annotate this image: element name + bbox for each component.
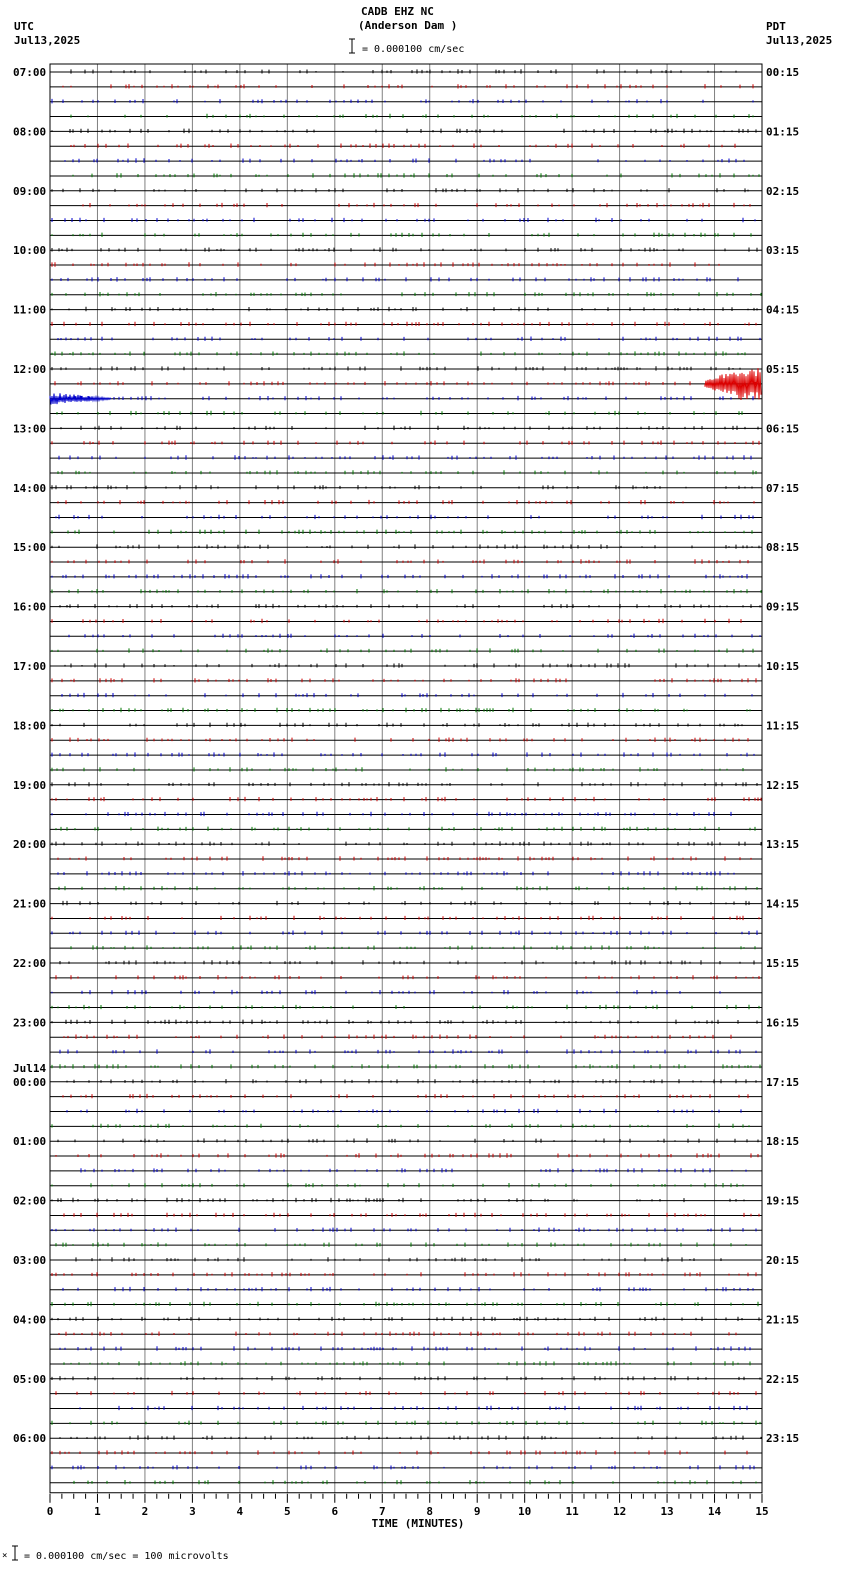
trace-noise — [71, 945, 755, 949]
trace-noise — [55, 381, 755, 385]
trace-noise — [52, 1064, 760, 1068]
pdt-hour-label: 22:15 — [766, 1372, 800, 1386]
pdt-hour-label: 20:15 — [766, 1254, 800, 1267]
utc-hour-label: 20:00 — [13, 838, 47, 852]
utc-hour-label: 23:00 — [13, 1016, 47, 1030]
trace-noise — [63, 1287, 753, 1292]
x-tick-label: 4 — [236, 1504, 244, 1518]
trace-noise — [63, 84, 753, 88]
right-timezone: PDT — [766, 20, 786, 33]
trace-noise — [60, 960, 754, 964]
x-tick-label: 15 — [755, 1504, 769, 1518]
trace-noise — [73, 173, 759, 177]
utc-hour-label: 08:00 — [13, 125, 47, 139]
utc-hour-label: 18:00 — [13, 719, 47, 733]
x-tick-label: 10 — [518, 1504, 532, 1518]
pdt-hour-label: 12:15 — [766, 778, 800, 792]
trace-noise — [60, 1049, 756, 1053]
utc-hour-label: 01:00 — [13, 1135, 47, 1149]
trace-noise — [56, 1153, 758, 1157]
event-signal — [50, 393, 111, 404]
trace-noise — [52, 292, 761, 296]
trace-noise — [52, 559, 748, 563]
x-tick-label: 9 — [473, 1504, 481, 1518]
utc-hour-label: 00:00 — [13, 1075, 47, 1089]
utc-hour-label: 04:00 — [13, 1313, 47, 1327]
trace-noise — [52, 188, 748, 192]
trace-noise — [52, 396, 753, 401]
pdt-hour-label: 03:15 — [766, 244, 800, 258]
trace-noise — [60, 604, 760, 608]
utc-hour-label: 22:00 — [13, 957, 47, 970]
utc-hour-label: 02:00 — [13, 1194, 47, 1208]
trace-noise — [52, 262, 719, 266]
trace-noise — [58, 871, 734, 876]
pdt-hour-label: 21:15 — [766, 1313, 800, 1327]
utc-hour-label: 16:00 — [13, 600, 47, 614]
pdt-hour-label: 13:15 — [766, 838, 800, 852]
utc-hour-label: 09:00 — [13, 184, 47, 198]
x-tick-label: 0 — [46, 1504, 54, 1518]
trace-noise — [52, 1450, 747, 1454]
trace-noise — [52, 530, 752, 534]
trace-noise — [52, 441, 759, 445]
pdt-hour-label: 04:15 — [766, 303, 800, 317]
trace-noise — [52, 247, 757, 252]
trace-noise — [52, 574, 747, 579]
utc-hour-label: 03:00 — [13, 1254, 47, 1267]
trace-noise — [52, 544, 759, 549]
trace-noise — [52, 277, 738, 282]
trace-noise — [62, 693, 752, 698]
x-tick-label: 13 — [660, 1504, 674, 1518]
trace-noise — [52, 99, 753, 104]
station-location: (Anderson Dam ) — [358, 19, 458, 32]
pdt-hour-label: 11:15 — [766, 719, 800, 733]
trace-noise — [61, 426, 758, 431]
utc-hour-label: 17:00 — [13, 660, 47, 673]
trace-noise — [64, 1213, 759, 1217]
trace-noise — [52, 931, 757, 936]
trace-noise — [52, 1228, 756, 1233]
trace-noise — [56, 515, 753, 520]
trace-noise — [52, 841, 761, 846]
trace-noise — [71, 144, 735, 148]
trace-noise — [59, 1332, 736, 1336]
trace-noise — [58, 1138, 758, 1143]
utc-hour-label: 10:00 — [13, 244, 47, 258]
trace-noise — [56, 827, 755, 831]
x-tick-label: 1 — [94, 1504, 101, 1518]
trace-noise — [52, 129, 756, 134]
trace-noise — [52, 485, 752, 489]
trace-noise — [52, 1124, 749, 1128]
trace-noise — [58, 500, 754, 504]
trace-noise — [65, 158, 744, 163]
trace-noise — [64, 1361, 750, 1365]
trace-noise — [52, 1376, 760, 1381]
pdt-hour-label: 01:15 — [766, 125, 800, 139]
trace-noise — [52, 322, 756, 326]
x-tick-label: 7 — [378, 1504, 386, 1518]
pdt-hour-label: 10:15 — [766, 660, 800, 673]
pdt-hour-label: 00:15 — [766, 66, 800, 79]
trace-noise — [74, 1480, 756, 1484]
trace-noise — [59, 886, 757, 890]
trace-noise — [63, 1094, 748, 1098]
trace-noise — [52, 1020, 757, 1025]
utc-hour-label: 12:00 — [13, 363, 47, 376]
utc-hour-label: 07:00 — [13, 66, 47, 79]
date-change-label: Jul14 — [13, 1061, 47, 1075]
utc-hour-label: 13:00 — [13, 422, 47, 436]
trace-noise — [52, 351, 745, 355]
pdt-hour-label: 02:15 — [766, 184, 800, 198]
trace-noise — [52, 307, 757, 312]
pdt-hour-label: 05:15 — [766, 363, 800, 376]
trace-noise — [52, 1465, 754, 1469]
trace-noise — [52, 1183, 743, 1187]
trace-noise — [52, 782, 757, 786]
trace-noise — [52, 738, 748, 742]
trace-noise — [52, 797, 761, 801]
event-signal — [705, 368, 761, 400]
x-tick-label: 5 — [284, 1504, 291, 1518]
trace-noise — [52, 589, 761, 593]
trace-noise — [52, 366, 740, 371]
trace-noise — [52, 1198, 744, 1203]
trace-noise — [81, 1168, 746, 1173]
utc-hour-label: 19:00 — [13, 778, 47, 792]
pdt-hour-label: 18:15 — [766, 1135, 800, 1149]
pdt-hour-label: 06:15 — [766, 422, 800, 436]
trace-noise — [52, 1272, 756, 1276]
trace-noise — [67, 1079, 756, 1084]
x-axis-label: TIME (MINUTES) — [371, 1516, 465, 1530]
pdt-hour-label: 14:15 — [766, 897, 800, 911]
pdt-hour-label: 15:15 — [766, 957, 800, 970]
pdt-hour-label: 08:15 — [766, 541, 800, 555]
trace-noise — [67, 1109, 741, 1113]
trace-noise — [52, 723, 742, 728]
pdt-hour-label: 23:15 — [766, 1432, 800, 1446]
trace-noise — [63, 901, 749, 905]
trace-noise — [64, 1035, 731, 1039]
x-tick-label: 12 — [612, 1504, 627, 1518]
trace-noise — [65, 663, 759, 668]
left-date: Jul13,2025 — [14, 34, 81, 47]
pdt-hour-label: 16:15 — [766, 1016, 800, 1030]
trace-noise — [52, 752, 754, 756]
x-tick-label: 14 — [707, 1504, 722, 1518]
right-date: Jul13,2025 — [766, 34, 833, 47]
trace-noise — [59, 455, 751, 460]
trace-noise — [83, 203, 750, 207]
trace-noise — [52, 233, 751, 237]
footer-marker-icon: × — [2, 1551, 8, 1561]
trace-noise — [71, 69, 736, 74]
footer-scale-bar-icon — [12, 1545, 18, 1561]
utc-hour-label: 14:00 — [13, 481, 47, 495]
trace-noise — [76, 1257, 721, 1262]
trace-noise — [52, 218, 755, 223]
utc-hour-label: 21:00 — [13, 897, 47, 911]
footer-scale-text: = 0.000100 cm/sec = 100 microvolts — [24, 1551, 229, 1562]
x-tick-label: 3 — [189, 1504, 196, 1518]
trace-noise — [52, 812, 731, 817]
utc-hour-label: 06:00 — [13, 1432, 47, 1446]
trace-noise — [52, 1005, 759, 1009]
trace-noise — [58, 337, 760, 342]
x-tick-label: 6 — [331, 1504, 339, 1518]
trace-noise — [52, 648, 753, 652]
trace-noise — [52, 916, 759, 920]
trace-noise — [69, 634, 760, 638]
trace-noise — [56, 1242, 746, 1246]
trace-noise — [60, 1346, 750, 1351]
trace-noise — [52, 1317, 759, 1321]
pdt-hour-label: 07:15 — [766, 481, 800, 495]
trace-noise — [52, 767, 743, 771]
pdt-hour-label: 09:15 — [766, 600, 800, 614]
pdt-hour-label: 19:15 — [766, 1194, 800, 1208]
trace-noise — [58, 856, 751, 860]
utc-hour-label: 05:00 — [13, 1372, 47, 1386]
trace-noise — [56, 1391, 756, 1395]
x-tick-label: 8 — [426, 1504, 434, 1518]
trace-noise — [52, 619, 741, 623]
trace-noise — [56, 975, 759, 979]
utc-hour-label: 11:00 — [13, 303, 47, 317]
trace-noise — [52, 1421, 760, 1425]
trace-noise — [71, 114, 753, 118]
trace-noise — [57, 411, 742, 415]
trace-noise — [52, 708, 750, 712]
x-tick-label: 11 — [565, 1504, 579, 1518]
station-title: CADB EHZ NC — [361, 5, 434, 18]
pdt-hour-label: 17:15 — [766, 1075, 800, 1089]
x-tick-label: 2 — [141, 1504, 149, 1518]
trace-noise — [80, 1406, 747, 1411]
utc-hour-label: 15:00 — [13, 541, 47, 555]
left-timezone: UTC — [14, 20, 34, 33]
trace-noise — [52, 1302, 758, 1306]
scale-text: = 0.000100 cm/sec — [362, 44, 465, 55]
trace-noise — [60, 1435, 761, 1440]
